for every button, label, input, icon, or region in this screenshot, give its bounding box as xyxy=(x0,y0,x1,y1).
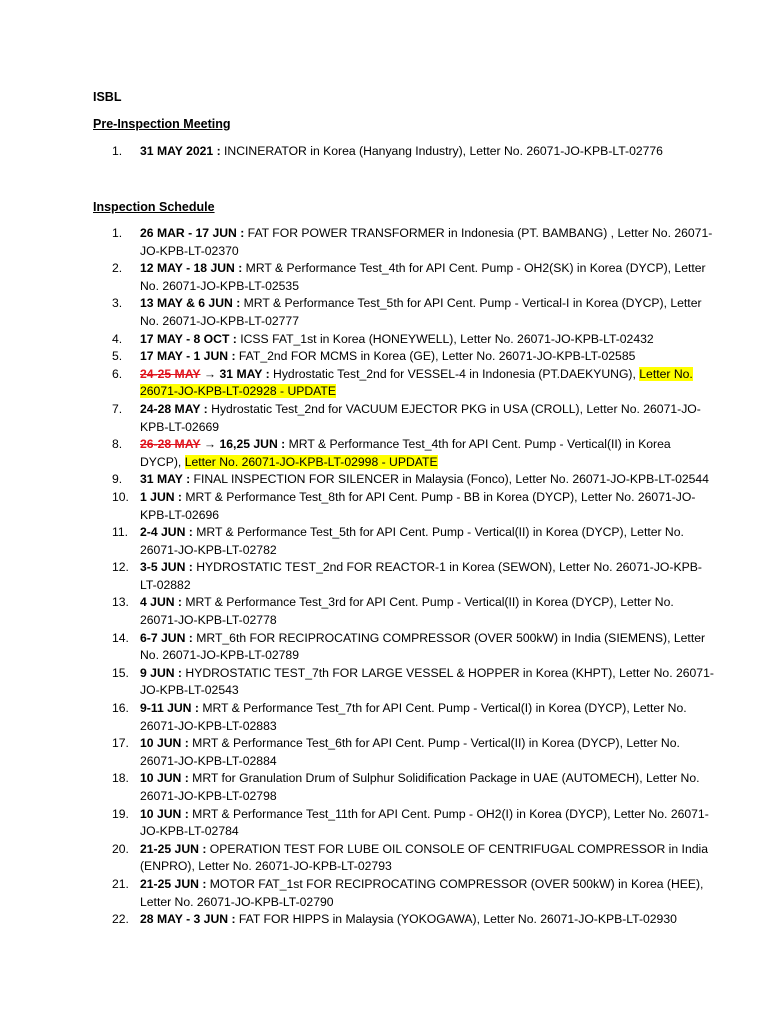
item-description: MRT & Performance Test_6th for API Cent. Pump - Vertical(II) in Korea (DYCP), Letter No. 26071-JO-KPB-LT-02884 xyxy=(140,736,680,768)
item-date: 12 MAY - 18 JUN : xyxy=(140,261,243,276)
item-number: 1. xyxy=(112,144,123,158)
item-description: HYDROSTATIC TEST_2nd FOR REACTOR-1 in Korea (SEWON), Letter No. 26071-JO-KPB-LT-02882 xyxy=(140,560,702,592)
list-item xyxy=(0,348,768,366)
item-number: 4. xyxy=(112,331,123,346)
item-text xyxy=(140,700,715,735)
item-description: FAT FOR POWER TRANSFORMER in Indonesia (PT. BAMBANG) , Letter No. 26071-JO-KPB-LT-02370 xyxy=(140,226,713,258)
item-number: 7. xyxy=(112,401,123,416)
item-description: ICSS FAT_1st in Korea (HONEYWELL), Letter No. 26071-JO-KPB-LT-02432 xyxy=(236,331,654,346)
item-number: 9. xyxy=(112,472,123,487)
item-description: MRT & Performance Test_4th for API Cent. Pump - OH2(SK) in Korea (DYCP), Letter No. 26071-JO-KPB-LT-02535 xyxy=(140,261,706,293)
item-date: 10 JUN : xyxy=(140,771,189,786)
item-description: FAT_2nd FOR MCMS in Korea (GE), Letter No. 26071-JO-KPB-LT-02585 xyxy=(235,349,636,364)
item-text xyxy=(140,295,715,330)
item-text xyxy=(140,401,715,436)
list-item xyxy=(0,225,768,260)
item-text xyxy=(140,806,715,841)
item-text xyxy=(140,770,715,805)
item-description: MRT & Performance Test_11th for API Cent. Pump - OH2(I) in Korea (DYCP), Letter No. 26071-JO-KPB-LT-02784 xyxy=(140,806,709,839)
list-item xyxy=(0,630,768,665)
item-date: 10 JUN : xyxy=(140,736,189,751)
list-item xyxy=(0,331,768,349)
item-description: MRT & Performance Test_8th for API Cent. Pump - BB in Korea (DYCP), Letter No. 26071-JO-KPB-LT-02696 xyxy=(140,489,696,522)
item-number: 1. xyxy=(112,226,123,240)
list-item xyxy=(0,735,768,770)
item-date: 4 JUN : xyxy=(140,595,182,610)
highlighted-update: Letter No. 26071-JO-KPB-LT-02928 - UPDATE xyxy=(140,366,693,399)
list-item xyxy=(0,841,768,876)
item-description: MRT for Granulation Drum of Sulphur Solidification Package in UAE (AUTOMECH), Letter No. 26071-JO-KPB-LT-02798 xyxy=(140,771,700,803)
item-date: 28 MAY - 3 JUN : xyxy=(140,912,236,927)
item-date: 9 JUN : xyxy=(140,665,182,680)
arrow-icon: → xyxy=(200,366,220,381)
item-text xyxy=(140,911,715,929)
item-text xyxy=(140,876,715,911)
list-item xyxy=(0,911,768,929)
item-text xyxy=(140,735,715,770)
pre-inspection-meeting-list xyxy=(0,143,768,161)
item-number: 19. xyxy=(112,806,129,821)
previous-date: 24-25 MAY xyxy=(140,366,201,381)
item-number: 11. xyxy=(112,525,129,540)
list-item xyxy=(0,876,768,911)
item-description: Hydrostatic Test_2nd for VESSEL-4 in Indonesia (PT.DAEKYUNG), xyxy=(269,366,640,381)
item-date: 16,25 JUN : xyxy=(219,437,286,452)
item-text xyxy=(140,665,715,700)
list-item xyxy=(0,770,768,805)
item-number: 22. xyxy=(112,912,129,927)
item-description: MRT & Performance Test_5th for API Cent. Pump - Vertical-I in Korea (DYCP), Letter No. 26071-JO-KPB-LT-02777 xyxy=(140,296,702,328)
list-item xyxy=(0,260,768,295)
item-date: 17 MAY - 8 OCT : xyxy=(140,331,237,346)
item-number: 10. xyxy=(112,489,129,504)
item-description: FAT FOR HIPPS in Malaysia (YOKOGAWA), Letter No. 26071-JO-KPB-LT-02930 xyxy=(235,912,677,927)
item-date: 21-25 JUN : xyxy=(140,876,207,891)
item-date: 24-28 MAY : xyxy=(140,401,208,416)
list-item xyxy=(0,806,768,841)
item-date: 9-11 JUN : xyxy=(140,701,199,716)
item-date: 6-7 JUN : xyxy=(140,630,193,645)
item-date: 31 MAY : xyxy=(140,472,191,487)
inspection-schedule-heading: Inspection Schedule xyxy=(93,200,215,214)
list-item xyxy=(0,143,768,161)
item-date: 10 JUN : xyxy=(140,806,189,821)
item-date: 13 MAY & 6 JUN : xyxy=(140,296,241,311)
item-number: 6. xyxy=(112,366,123,381)
item-text xyxy=(140,366,715,401)
item-number: 14. xyxy=(112,630,129,645)
item-date: 1 JUN : xyxy=(140,489,182,504)
item-text xyxy=(140,436,715,471)
item-text xyxy=(140,630,715,665)
item-number: 13. xyxy=(112,595,129,610)
item-text xyxy=(140,594,715,629)
item-description: INCINERATOR in Korea (Hanyang Industry), Letter No. 26071-JO-KPB-LT-02776 xyxy=(220,144,663,158)
item-description: MRT_6th FOR RECIPROCATING COMPRESSOR (OVER 500kW) in India (SIEMENS), Letter No. 26071-JO-KPB-LT-02789 xyxy=(140,630,706,663)
item-text xyxy=(140,348,715,366)
item-text xyxy=(140,471,715,489)
item-text xyxy=(140,331,715,349)
inspection-schedule-list xyxy=(0,225,768,929)
item-date: 21-25 JUN : xyxy=(140,841,207,856)
item-number: 5. xyxy=(112,349,123,364)
item-date: 31 MAY 2021 : xyxy=(140,144,221,158)
item-description: OPERATION TEST FOR LUBE OIL CONSOLE OF CENTRIFUGAL COMPRESSOR in India (ENPRO), Letter No. 26071-JO-KPB-LT-02793 xyxy=(140,841,708,874)
list-item xyxy=(0,524,768,559)
item-description: MRT & Performance Test_3rd for API Cent. Pump - Vertical(II) in Korea (DYCP), Letter No. 26071-JO-KPB-LT-02778 xyxy=(140,595,674,628)
item-date: 31 MAY : xyxy=(219,366,270,381)
item-description: FINAL INSPECTION FOR SILENCER in Malaysia (Fonco), Letter No. 26071-JO-KPB-LT-02544 xyxy=(190,472,709,487)
item-description: MRT & Performance Test_7th for API Cent. Pump - Vertical(I) in Korea (DYCP), Letter No. 26071-JO-KPB-LT-02883 xyxy=(140,701,687,733)
item-description: MRT & Performance Test_5th for API Cent. Pump - Vertical(II) in Korea (DYCP), Letter No. 26071-JO-KPB-LT-02782 xyxy=(140,525,684,557)
list-item xyxy=(0,471,768,489)
item-number: 18. xyxy=(112,771,129,786)
item-number: 21. xyxy=(112,876,129,891)
item-number: 16. xyxy=(112,701,129,716)
item-number: 12. xyxy=(112,560,129,575)
pre-inspection-meeting-heading: Pre-Inspection Meeting xyxy=(93,117,231,131)
item-date: 3-5 JUN : xyxy=(140,560,193,575)
highlighted-update: Letter No. 26071-JO-KPB-LT-02998 - UPDATE xyxy=(184,454,438,469)
list-item xyxy=(0,489,768,524)
list-item xyxy=(0,436,768,471)
list-item xyxy=(0,401,768,436)
item-number: 15. xyxy=(112,665,129,680)
item-date: 26 MAR - 17 JUN : xyxy=(140,226,245,240)
item-description: MOTOR FAT_1st FOR RECIPROCATING COMPRESSOR (OVER 500kW) in Korea (HEE), Letter No. 26071-JO-KPB-LT-02790 xyxy=(140,876,704,909)
list-item xyxy=(0,559,768,594)
item-number: 17. xyxy=(112,736,129,751)
item-text xyxy=(140,260,715,295)
item-text xyxy=(140,559,715,594)
item-date: 2-4 JUN : xyxy=(140,525,193,540)
arrow-icon: → xyxy=(200,437,220,452)
list-item xyxy=(0,594,768,629)
item-description: MRT & Performance Test_4th for API Cent. Pump - Vertical(II) in Korea DYCP), xyxy=(140,437,671,469)
item-description: HYDROSTATIC TEST_7th FOR LARGE VESSEL & HOPPER in Korea (KHPT), Letter No. 26071-JO-KPB-LT-02543 xyxy=(140,665,714,698)
item-text xyxy=(140,524,715,559)
list-item xyxy=(0,700,768,735)
item-number: 20. xyxy=(112,841,129,856)
item-number: 8. xyxy=(112,437,123,452)
list-item xyxy=(0,665,768,700)
item-number: 3. xyxy=(112,296,123,311)
item-date: 17 MAY - 1 JUN : xyxy=(140,349,236,364)
previous-date: 26-28 MAY xyxy=(140,437,201,452)
item-text xyxy=(140,489,715,524)
item-text xyxy=(140,225,715,260)
item-text xyxy=(140,841,715,876)
item-description: Hydrostatic Test_2nd for VACUUM EJECTOR PKG in USA (CROLL), Letter No. 26071-JO-KPB-LT-02669 xyxy=(140,401,701,434)
list-item xyxy=(0,366,768,401)
list-item xyxy=(0,295,768,330)
item-text xyxy=(140,143,715,161)
section-title: ISBL xyxy=(93,90,122,104)
item-number: 2. xyxy=(112,261,123,276)
